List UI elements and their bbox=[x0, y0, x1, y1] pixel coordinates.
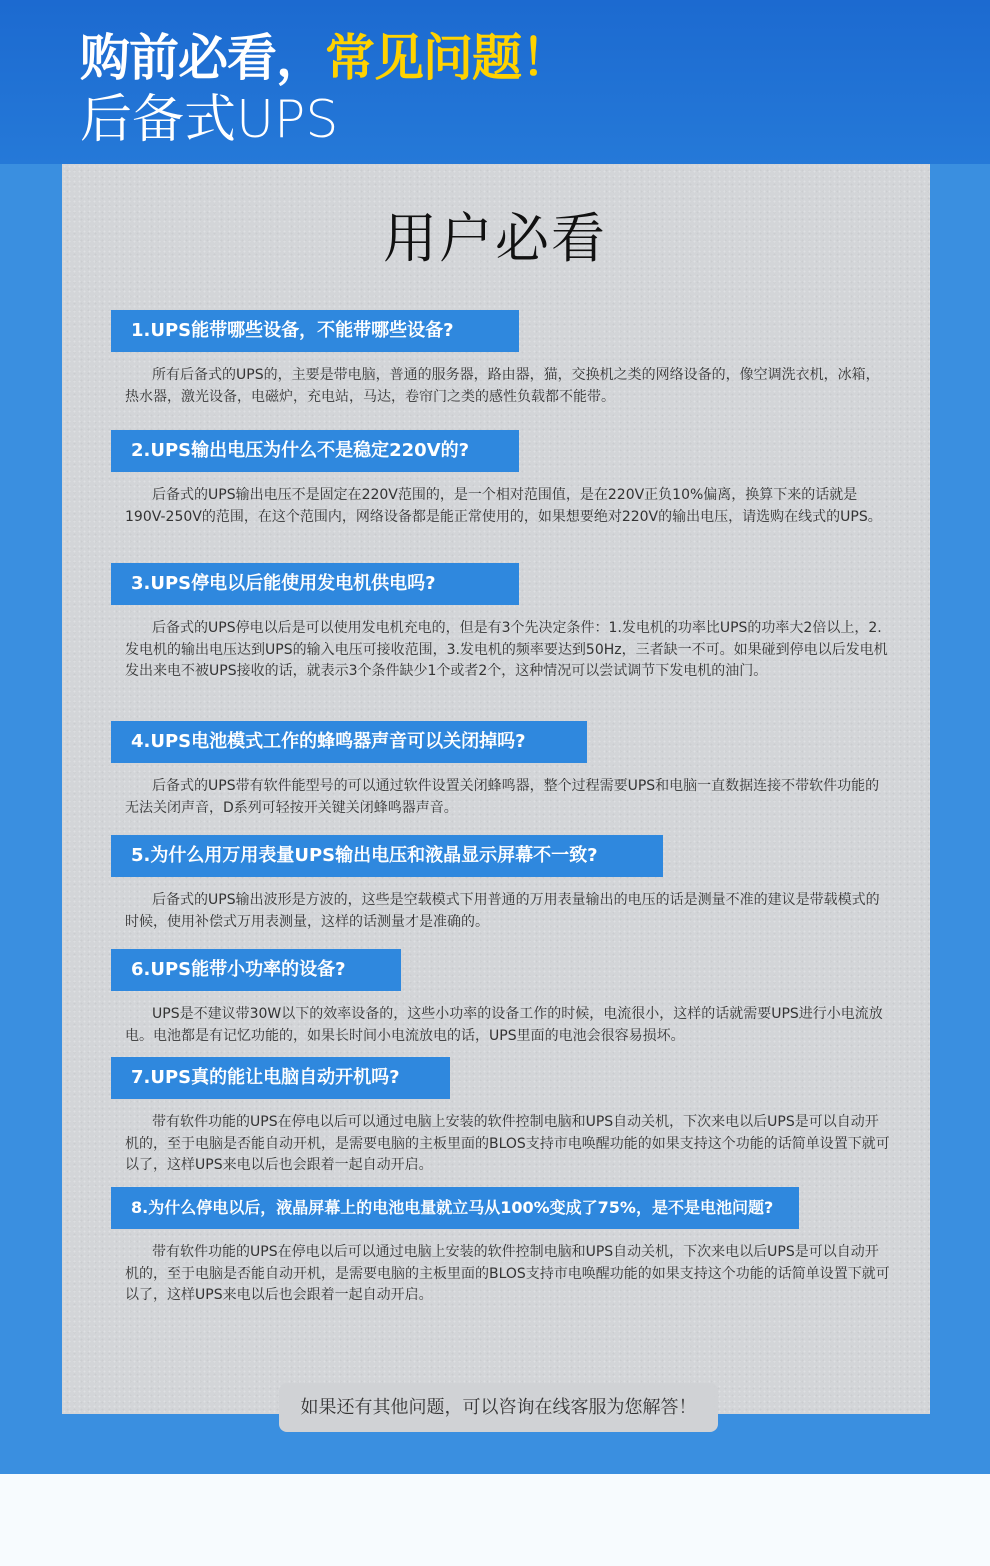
faq-question-7: 7.UPS真的能让电脑自动开机吗? bbox=[111, 1057, 450, 1099]
faq-answer-1: 所有后备式的UPS的，主要是带电脑，普通的服务器，路由器，猫，交换机之类的网络设备的，像空调洗衣机，冰箱，热水器，激光设备，电磁炉，充电站，马达，卷帘门之类的感性负载都不能带。 bbox=[125, 367, 880, 405]
faq-question-1: 1.UPS能带哪些设备，不能带哪些设备? bbox=[111, 310, 519, 352]
faq-question-8: 8.为什么停电以后，液晶屏幕上的电池电量就立马从100%变成了75%，是不是电池问题? bbox=[111, 1187, 799, 1229]
faq-answer-6: UPS是不建议带30W以下的效率设备的，这些小功率的设备工作的时候，电流很小，这样的话就需要UPS进行小电流放电。电池都是有记忆功能的，如果长时间小电流放电的话，UPS里面的电池会很容易损坏。 bbox=[125, 1006, 883, 1044]
header-title-part2: 常见问题！ bbox=[325, 29, 570, 87]
header-subtitle: 后备式UPS bbox=[80, 90, 339, 150]
faq-question-5: 5.为什么用万用表量UPS输出电压和液晶显示屏幕不一致? bbox=[111, 835, 663, 877]
faq-answer-3: 后备式的UPS停电以后是可以使用发电机充电的，但是有3个先决定条件：1.发电机的功率比UPS的功率大2倍以上，2.发电机的输出电压达到UPS的输入电压可接收范围，3.发电机的频率要达到50Hz，三者缺一不可。如果碰到停电以后发电机发出来电不被UPS接收的话，就表示3个条件缺少1个或者2个，这种情况可以尝试调节下发电机的油门。 bbox=[125, 620, 888, 679]
faq-answer-2: 后备式的UPS输出电压不是固定在220V范围的，是一个相对范围值，是在220V正负10%偏离，换算下来的话就是190V-250V的范围，在这个范围内，网络设备都是能正常使用的，如果想要绝对220V的输出电压，请选购在线式的UPS。 bbox=[125, 487, 882, 525]
faq-answer-5: 后备式的UPS输出波形是方波的，这些是空载模式下用普通的万用表量输出的电压的话是测量不准的建议是带载模式的时候，使用补偿式万用表测量，这样的话测量才是准确的。 bbox=[125, 892, 880, 930]
faq-question-2: 2.UPS输出电压为什么不是稳定220V的? bbox=[111, 430, 519, 472]
faq-question-6: 6.UPS能带小功率的设备? bbox=[111, 949, 401, 991]
header-title bbox=[80, 30, 570, 86]
header-title-part1: 购前必看， bbox=[80, 29, 325, 87]
contact-support-note: 如果还有其他问题，可以咨询在线客服为您解答！ bbox=[279, 1383, 718, 1432]
faq-answer-7: 带有软件功能的UPS在停电以后可以通过电脑上安装的软件控制电脑和UPS自动关机，下次来电以后UPS是可以自动开机的，至于电脑是否能自动开机，是需要电脑的主板里面的BLOS支持市电唤醒功能的如果支持这个功能的话简单设置下就可以了，这样UPS来电以后也会跟着一起自动开启。 bbox=[125, 1114, 890, 1173]
faq-question-4: 4.UPS电池模式工作的蜂鸣器声音可以关闭掉吗? bbox=[111, 721, 587, 763]
faq-question-3: 3.UPS停电以后能使用发电机供电吗? bbox=[111, 563, 519, 605]
faq-answer-4: 后备式的UPS带有软件能型号的可以通过软件设置关闭蜂鸣器，整个过程需要UPS和电脑一直数据连接不带软件功能的无法关闭声音，D系列可轻按开关键关闭蜂鸣器声音。 bbox=[125, 778, 880, 816]
faq-answer-8: 带有软件功能的UPS在停电以后可以通过电脑上安装的软件控制电脑和UPS自动关机，下次来电以后UPS是可以自动开机的，至于电脑是否能自动开机，是需要电脑的主板里面的BLOS支持市电唤醒功能的如果支持这个功能的话简单设置下就可以了，这样UPS来电以后也会跟着一起自动开启。 bbox=[125, 1244, 890, 1303]
page-title: 用户必看 bbox=[383, 207, 607, 270]
